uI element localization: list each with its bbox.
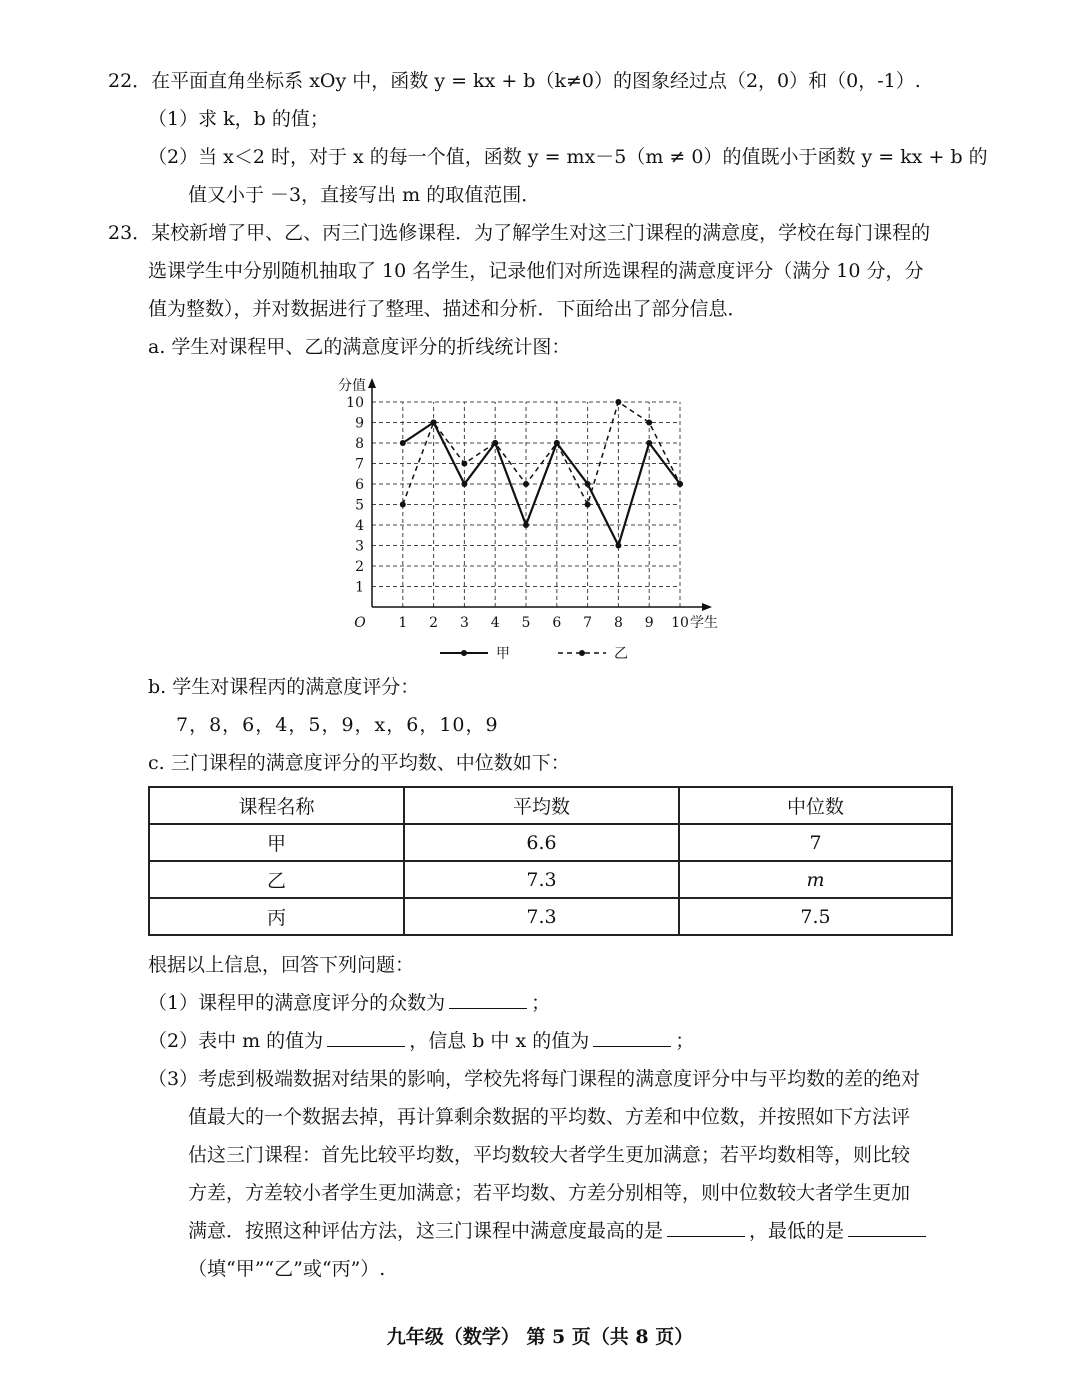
- table-cell: 7.5: [679, 898, 952, 935]
- table-row: [149, 824, 952, 861]
- info-a-label: a. 学生对课程甲、乙的满意度评分的折线统计图：: [148, 336, 571, 358]
- table-cell: 乙: [149, 861, 404, 898]
- data-point: [585, 502, 591, 508]
- data-point: [461, 481, 467, 487]
- answer-blank[interactable]: [593, 1028, 671, 1047]
- subquestion-2: [148, 1026, 694, 1053]
- table-cell: 丙: [149, 898, 404, 935]
- info-b-label: b. 学生对课程丙的满意度评分：: [148, 676, 420, 698]
- data-point: [523, 481, 529, 487]
- table-cell: 6.6: [404, 824, 679, 861]
- y-tick-label: 4: [355, 518, 364, 534]
- y-tick-label: 6: [355, 477, 364, 493]
- y-tick-label: 8: [355, 436, 364, 452]
- table-cell: 7.3: [404, 898, 679, 935]
- y-tick-label: 1: [355, 579, 364, 596]
- subquestion-3-line2: 值最大的一个数据去掉，再计算剩余数据的平均数、方差和中位数，并按照如下方法评: [188, 1106, 911, 1128]
- subquestion-2-text: （2）表中 m 的值为: [148, 1030, 324, 1052]
- page-footer: 九年级（数学） 第 5 页（共 8 页）: [386, 1326, 694, 1348]
- table-cell: 7.3: [404, 861, 679, 898]
- table-header-cell: 中位数: [679, 787, 952, 824]
- y-tick-label: 3: [355, 538, 364, 555]
- subquestion-3-line4: 方差，方差较小者学生更加满意；若平均数、方差分别相等，则中位数较大者学生更加: [188, 1182, 911, 1204]
- line-chart: [325, 370, 745, 670]
- data-point: [400, 440, 406, 446]
- y-tick-label: 9: [355, 415, 364, 432]
- legend-marker: [579, 650, 585, 656]
- subquestion-3-line5-mid: ，最低的是: [749, 1220, 845, 1242]
- data-point: [400, 502, 406, 508]
- x-tick-label: 8: [613, 615, 623, 631]
- subquestion-3-line6: （填“甲”“乙”或“丙”）.: [188, 1258, 386, 1280]
- legend-label: 甲: [496, 646, 510, 662]
- q23-stem-line2: 选课学生中分别随机抽取了 10 名学生，记录他们对所选课程的满意度评分（满分 10 分，分: [148, 260, 924, 282]
- data-point: [677, 481, 683, 487]
- q23-stem-line1: 23．某校新增了甲、乙、丙三门选修课程．为了解学生对这三门课程的满意度，学校在每门课程的: [108, 222, 931, 244]
- y-tick-label: 10: [346, 395, 364, 411]
- table-cell: 甲: [149, 824, 404, 861]
- subquestion-1: [148, 988, 550, 1015]
- x-tick-label: 1: [398, 615, 408, 631]
- y-tick-label: 7: [355, 456, 364, 473]
- table-row: [149, 898, 952, 935]
- x-axis-label: 学生: [690, 615, 718, 631]
- subquestion-3-line3: 估这三门课程：首先比较平均数，平均数较大者学生更加满意；若平均数相等，则比较: [188, 1144, 911, 1166]
- subquestion-3-line1: （3）考虑到极端数据对结果的影响，学校先将每门课程的满意度评分中与平均数的差的绝对: [148, 1068, 921, 1090]
- answer-blank[interactable]: [327, 1028, 405, 1047]
- data-point: [492, 440, 498, 446]
- subquestion-3-line5-text: 满意．按照这种评估方法，这三门课程中满意度最高的是: [188, 1220, 664, 1242]
- data-point: [646, 440, 652, 446]
- x-tick-label: 3: [459, 615, 469, 631]
- data-point: [431, 420, 437, 426]
- answer-blank[interactable]: [848, 1218, 926, 1237]
- questions-intro: 根据以上信息，回答下列问题：: [148, 954, 415, 976]
- info-b-data: 7，8，6，4，5，9，x，6，10，9: [176, 714, 499, 736]
- y-tick-label: 5: [355, 497, 364, 514]
- y-axis-label: 分值: [338, 378, 366, 394]
- x-tick-label: 7: [583, 615, 593, 631]
- punct: ；: [531, 992, 551, 1014]
- q22-part2-line2: 值又小于 －3，直接写出 m 的取值范围．: [188, 184, 541, 206]
- x-axis-arrow: [702, 603, 712, 611]
- q22-part1: （1）求 k，b 的值；: [148, 108, 329, 130]
- q22-stem: 22．在平面直角坐标系 xOy 中，函数 y = kx + b（k≠0）的图象经过点（2，0）和（0，-1）.: [108, 70, 921, 92]
- table-header-row: [149, 787, 952, 824]
- subquestion-1-text: （1）课程甲的满意度评分的众数为: [148, 992, 446, 1014]
- y-tick-label: 2: [355, 559, 364, 575]
- legend-label: 乙: [614, 646, 628, 662]
- table-row: [149, 861, 952, 898]
- data-point: [554, 440, 560, 446]
- x-tick-label: 9: [644, 615, 654, 631]
- x-tick-label: 2: [429, 615, 439, 631]
- info-c-label: c. 三门课程的满意度评分的平均数、中位数如下：: [148, 752, 570, 774]
- origin-label: O: [354, 615, 366, 631]
- x-tick-label: 6: [552, 615, 562, 631]
- data-point: [523, 522, 529, 528]
- data-point: [646, 420, 652, 426]
- punct: ；: [675, 1030, 695, 1052]
- data-point: [461, 461, 467, 467]
- data-point: [585, 481, 591, 487]
- stats-table: [148, 786, 953, 936]
- answer-blank[interactable]: [667, 1218, 745, 1237]
- answer-blank[interactable]: [449, 990, 527, 1009]
- x-tick-label: 4: [490, 615, 500, 631]
- legend-marker: [461, 650, 467, 656]
- q22-part2-line1: （2）当 x＜2 时，对于 x 的每一个值，函数 y = mx－5（m ≠ 0）的值既小于函数 y = kx + b 的: [148, 146, 988, 168]
- data-point: [615, 543, 621, 549]
- x-tick-label: 10: [671, 615, 689, 631]
- subquestion-3-line5: [188, 1216, 930, 1243]
- series-line-2: [403, 402, 680, 505]
- y-axis-arrow: [368, 378, 376, 388]
- table-header-cell: 平均数: [404, 787, 679, 824]
- data-point: [615, 399, 621, 405]
- x-tick-label: 5: [521, 615, 531, 631]
- subquestion-2-mid: ，信息 b 中 x 的值为: [409, 1030, 590, 1052]
- table-header-cell: 课程名称: [149, 787, 404, 824]
- q23-stem-line3: 值为整数），并对数据进行了整理、描述和分析．下面给出了部分信息．: [148, 298, 747, 320]
- table-cell: m: [679, 861, 952, 898]
- table-cell: 7: [679, 824, 952, 861]
